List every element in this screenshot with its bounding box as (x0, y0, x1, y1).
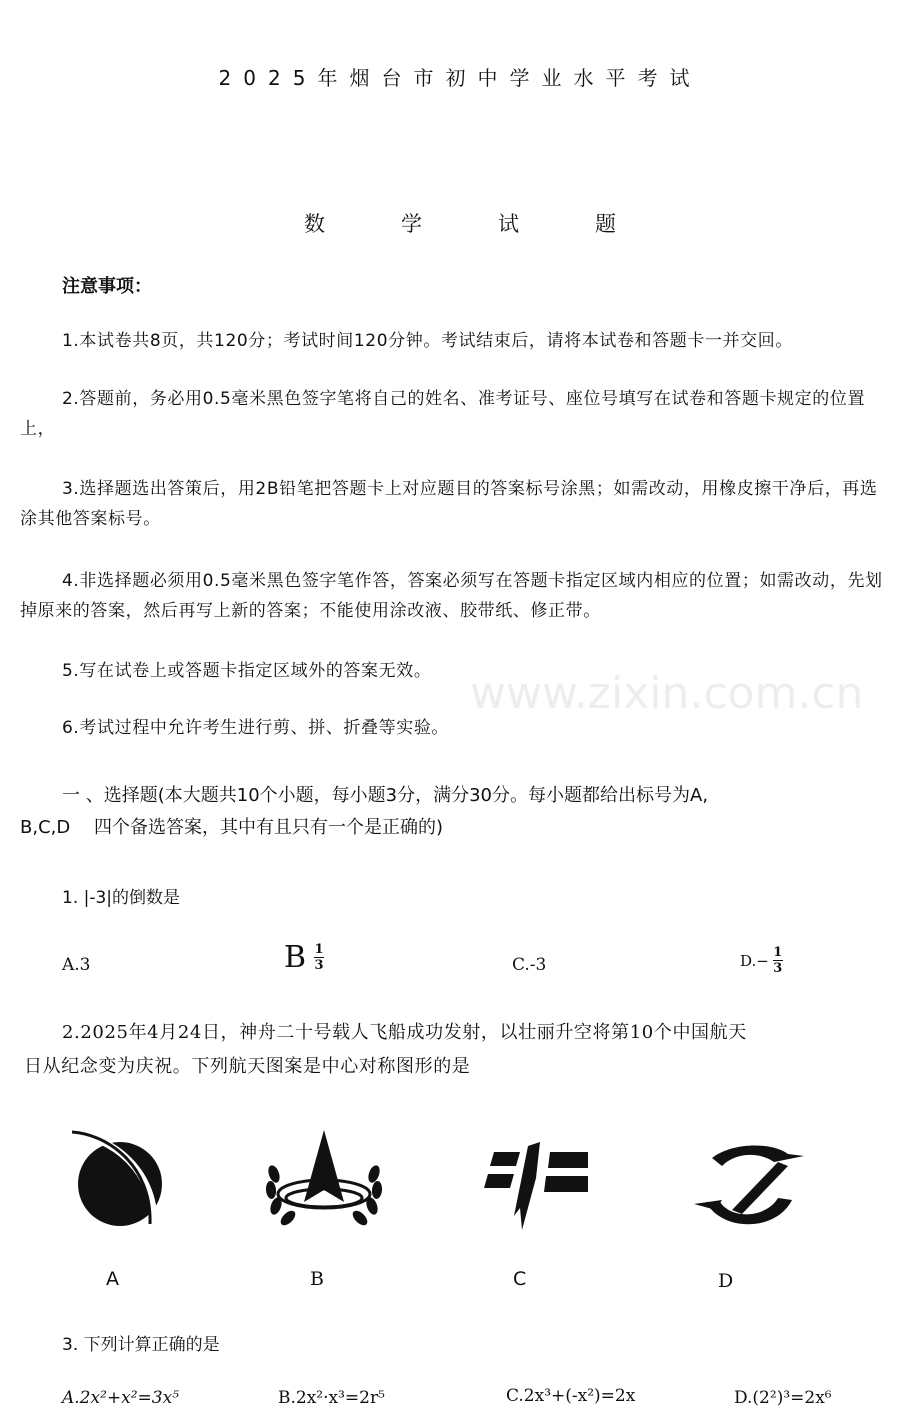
question-2-stem: 2.2025年4月24日，神舟二十号载人飞船成功发射，以壮丽升空将第10个中国航天 日从纪念变为庆祝。下列航天图案是中心对称图形的是 (24, 1022, 747, 1077)
exam-title: 2025年烟台市初中学业水平考试 (218, 66, 702, 90)
q2-label-a: A (106, 1268, 119, 1290)
q3-option-a: A.2x²+x²=3x⁵ (62, 1388, 180, 1408)
subject-title (0, 208, 920, 238)
question-3-stem: 3. 下列计算正确的是 (62, 1335, 220, 1355)
subject-char: 数 (304, 212, 325, 236)
q1-option-b (284, 940, 324, 975)
notice-item: 6.考试过程中允许考生进行剪、拼、折叠等实验。 (62, 718, 450, 738)
q2-label-b: B (310, 1268, 324, 1290)
space-logo-a-icon (68, 1128, 168, 1228)
q1-option-c: C.-3 (512, 955, 547, 975)
q1-option-d-prefix: D.− (740, 951, 769, 970)
q1-option-b-fraction: $\frac{1}{3}$ (314, 942, 324, 973)
q3-option-d: D.(2²)³=2x⁶ (734, 1388, 832, 1408)
section-heading (20, 780, 888, 844)
q1-option-d-fraction: $\frac{1}{3}$ (773, 945, 783, 976)
q2-label-c: C (513, 1268, 527, 1290)
notice-item: 4.非选择题必须用0.5毫米黑色签字笔作答，答案必须写在答题卡指定区域内相应的位置；如需改动，先划掉原来的答案，然后再写上新的答案；不能使用涂改液、胶带纸、修正带。 (20, 571, 883, 621)
q1-option-a: A.3 (62, 955, 91, 975)
q3-option-c: C.2x³+(-x²)=2x (506, 1386, 636, 1406)
subject-char: 题 (595, 212, 616, 236)
notice-item: 2.答题前，务必用0.5毫米黑色签字笔将自己的姓名、准考证号、座位号填写在试卷和答题卡规定的位置上， (20, 389, 866, 439)
q1-option-b-letter: B (284, 940, 307, 975)
section-heading-line2: B,C,D 四个备选答案，其中有且只有一个是正确的) (20, 817, 443, 838)
notice-item: 1.本试卷共8页，共120分；考试时间120分钟。考试结束后，请将本试卷和答题卡一并交回。 (62, 331, 793, 351)
notice-item: 5.写在试卷上或答题卡指定区域外的答案无效。 (62, 661, 432, 681)
q3-option-b: B.2x²·x³=2r⁵ (278, 1388, 385, 1408)
question-1-stem: 1. |-3|的倒数是 (62, 888, 181, 908)
q1-option-d (740, 946, 783, 975)
subject-char: 学 (401, 212, 422, 236)
notice-heading: 注意事项： (62, 276, 152, 297)
notice-item: 3.选择题选出答策后，用2B铅笔把答题卡上对应题目的答案标号涂黑；如需改动，用橡皮擦干净后，再选涂其他答案标号。 (20, 479, 878, 529)
q2-label-d: D (718, 1270, 734, 1292)
space-logo-c-icon (484, 1138, 594, 1238)
watermark: www.zixin.com.cn (470, 668, 864, 719)
space-logo-b-icon (262, 1124, 386, 1236)
space-logo-d-icon (692, 1140, 808, 1234)
section-heading-line1: 一 、选择题(本大题共10个小题，每小题3分，满分30分。每小题都给出标号为A, (62, 785, 709, 806)
subject-char: 试 (498, 212, 519, 236)
